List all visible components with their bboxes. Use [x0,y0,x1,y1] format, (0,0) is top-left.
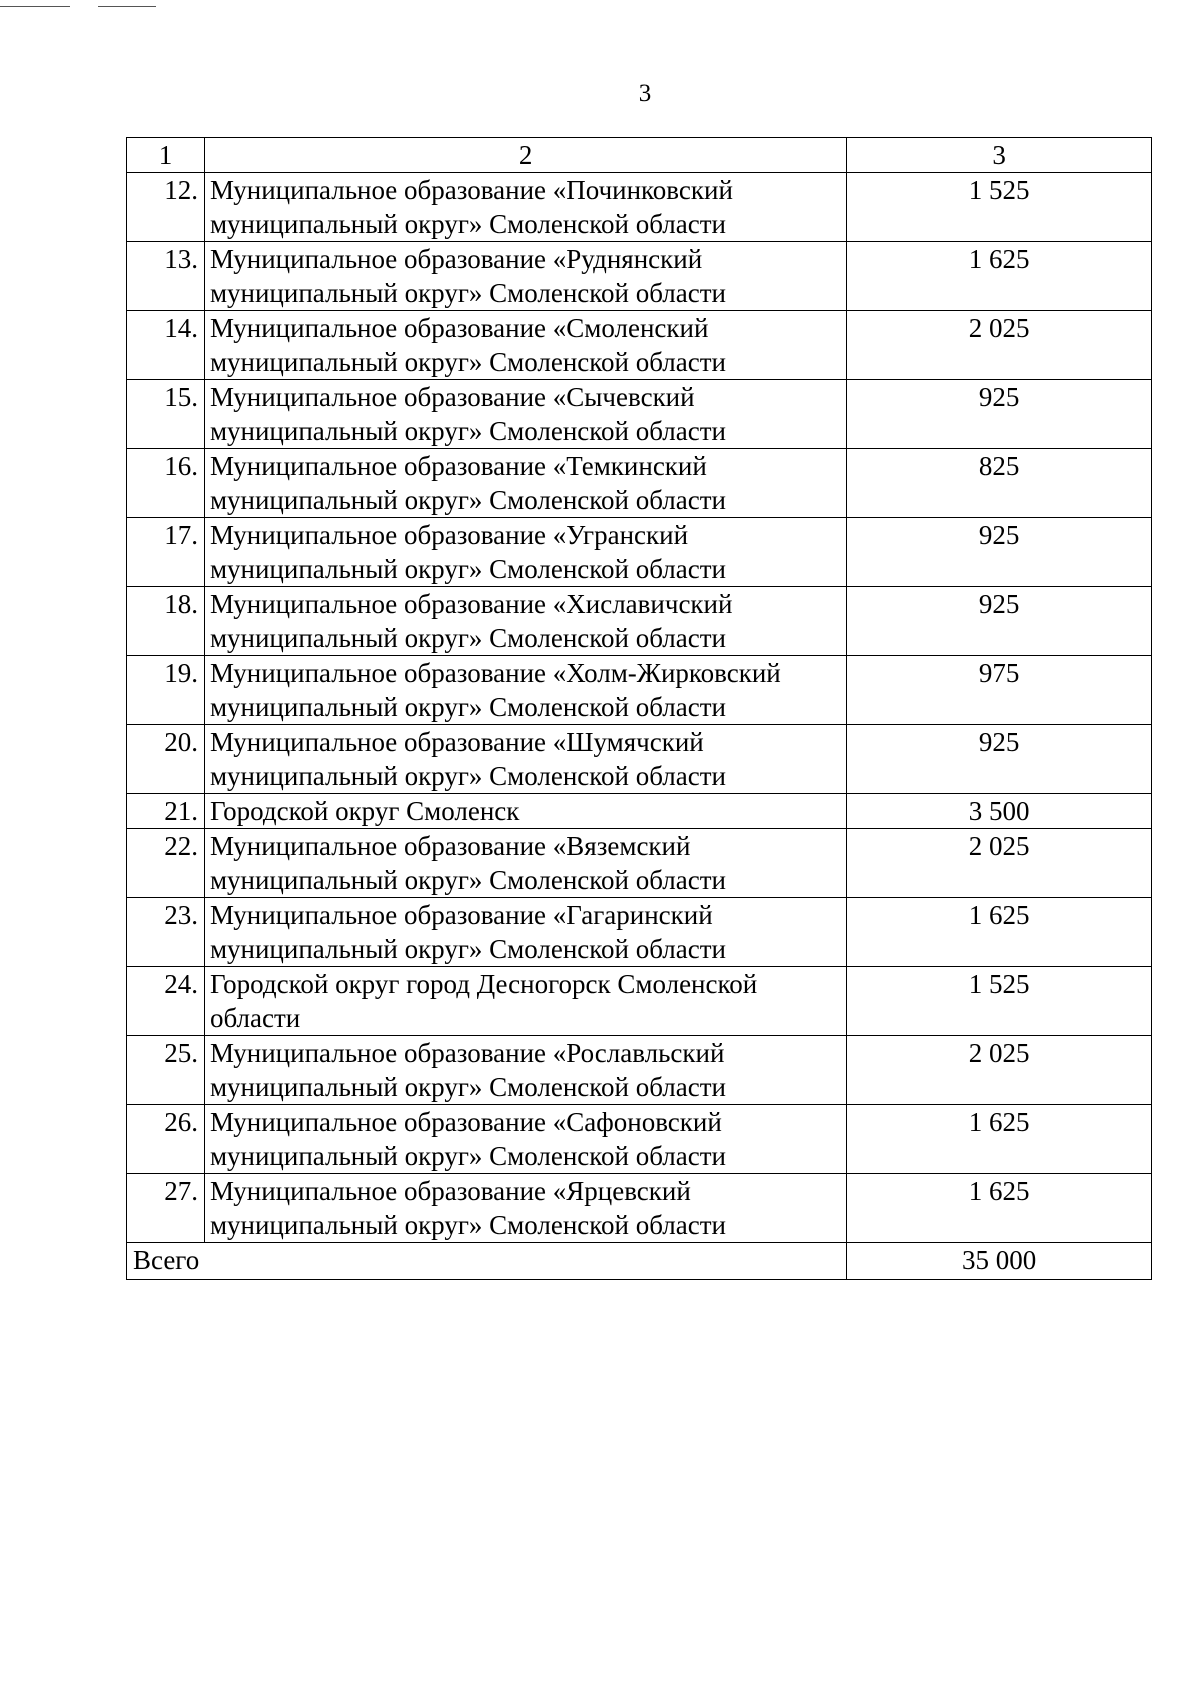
municipality-name: Муниципальное образование «Темкинский муниципальный округ» Смоленской области [204,449,846,518]
row-number: 12. [127,173,205,242]
row-number: 24. [127,967,205,1036]
row-number: 22. [127,829,205,898]
row-number: 13. [127,242,205,311]
municipality-name: Муниципальное образование «Ярцевский муниципальный округ» Смоленской области [204,1174,846,1243]
table-row [127,518,1152,587]
amount-value: 925 [847,380,1152,449]
municipality-name: Муниципальное образование «Гагаринский муниципальный округ» Смоленской области [204,898,846,967]
table-row [127,967,1152,1036]
amount-value: 975 [847,656,1152,725]
row-number: 18. [127,587,205,656]
column-header: 1 [127,138,205,173]
top-rule [0,6,70,7]
row-number: 14. [127,311,205,380]
municipality-name: Муниципальное образование «Сафоновский муниципальный округ» Смоленской области [204,1105,846,1174]
amount-value: 1 625 [847,1105,1152,1174]
row-number: 26. [127,1105,205,1174]
table-row [127,794,1152,829]
table-row [127,1036,1152,1105]
allocation-table [126,137,1152,1280]
municipality-name: Муниципальное образование «Руднянский муниципальный округ» Смоленской области [204,242,846,311]
table-row [127,656,1152,725]
table-row [127,587,1152,656]
municipality-name: Муниципальное образование «Хиславичский муниципальный округ» Смоленской области [204,587,846,656]
amount-value: 2 025 [847,311,1152,380]
row-number: 21. [127,794,205,829]
amount-value: 1 525 [847,967,1152,1036]
table-row [127,829,1152,898]
amount-value: 1 625 [847,242,1152,311]
municipality-name: Муниципальное образование «Вяземский муниципальный округ» Смоленской области [204,829,846,898]
total-row [127,1243,1152,1280]
amount-value: 1 625 [847,1174,1152,1243]
row-number: 27. [127,1174,205,1243]
amount-value: 925 [847,518,1152,587]
municipality-name: Муниципальное образование «Угранский муниципальный округ» Смоленской области [204,518,846,587]
top-rule [98,6,156,7]
table-header-row [127,138,1152,173]
amount-value: 925 [847,587,1152,656]
page-number: 3 [638,80,652,107]
row-number: 20. [127,725,205,794]
table-row [127,173,1152,242]
column-header: 2 [204,138,846,173]
municipality-name: Муниципальное образование «Рославльский муниципальный округ» Смоленской области [204,1036,846,1105]
row-number: 19. [127,656,205,725]
municipality-name: Муниципальное образование «Холм-Жирковский муниципальный округ» Смоленской области [204,656,846,725]
municipality-name: Муниципальное образование «Починковский муниципальный округ» Смоленской области [204,173,846,242]
row-number: 25. [127,1036,205,1105]
amount-value: 1 525 [847,173,1152,242]
total-label: Всего [127,1243,847,1280]
table-row [127,1174,1152,1243]
table-row [127,311,1152,380]
row-number: 16. [127,449,205,518]
municipality-name: Муниципальное образование «Шумячский муниципальный округ» Смоленской области [204,725,846,794]
table-row [127,242,1152,311]
table-row [127,898,1152,967]
row-number: 23. [127,898,205,967]
amount-value: 825 [847,449,1152,518]
table-row [127,1105,1152,1174]
amount-value: 2 025 [847,829,1152,898]
total-value: 35 000 [847,1243,1152,1280]
municipality-name: Городской округ Смоленск [204,794,846,829]
column-header: 3 [847,138,1152,173]
table-row [127,380,1152,449]
amount-value: 2 025 [847,1036,1152,1105]
amount-value: 925 [847,725,1152,794]
row-number: 17. [127,518,205,587]
amount-value: 3 500 [847,794,1152,829]
municipality-name: Городской округ город Десногорск Смоленской области [204,967,846,1036]
table-row [127,725,1152,794]
municipality-name: Муниципальное образование «Смоленский муниципальный округ» Смоленской области [204,311,846,380]
municipality-name: Муниципальное образование «Сычевский муниципальный округ» Смоленской области [204,380,846,449]
table-row [127,449,1152,518]
row-number: 15. [127,380,205,449]
amount-value: 1 625 [847,898,1152,967]
